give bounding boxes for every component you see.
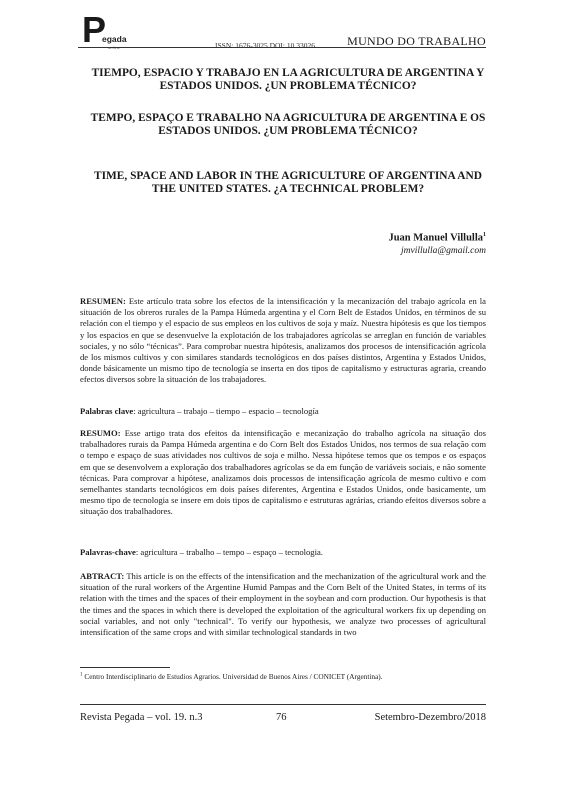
author-name: Juan Manuel Villulla (388, 232, 483, 244)
footer-date: Setembro-Dezembro/2018 (374, 712, 486, 723)
title-portuguese: TEMPO, ESPAÇO E TRABALHO NA AGRICULTURA DE ARGENTINA E OS ESTADOS UNIDOS. ¿UM PROBLEMA TÉCNICO? (90, 112, 486, 137)
footer-rule (80, 704, 486, 705)
palabras-clave (80, 406, 486, 417)
footnote-rule (80, 667, 170, 668)
author-name-line (388, 232, 486, 244)
footer-journal: Revista Pegada – vol. 19. n.3 (80, 712, 203, 723)
logo-letter: P (82, 9, 107, 50)
palabras-clave-label: Palabras clave (80, 406, 134, 416)
palabras-clave-text: : agricultura – trabajo – tiempo – espacio – tecnología (133, 406, 319, 416)
resumo-label: RESUMO: (80, 428, 121, 438)
abstract-label: ABTRACT: (80, 571, 125, 581)
footnote (80, 672, 486, 681)
footnote-text: Centro Interdisciplinario de Estudios Agrarios. Universidad de Buenos Aires / CONICET (Argentina). (82, 672, 383, 681)
resumen-text: Este artículo trata sobre los efectos de la intensificación y la mecanización del trabajo agrícola en la situación de los obreros rurales de la Pampa Húmeda argentina y el Corn Belt de Estados Unidos, en términos de su relación con el tiempo y el espacio de sus empleos en los cultivos de soja y maíz. Nuestra hipótesis es que los tiempos y los espacios en que se desenvuelve la explotación de los trabajadores agrícolas se arreglan en función de variables sociales, y no sólo “técnicas”. Para comprobar nuestra hipótesis, analizamos dos procesos de intensificación agrícola de los mismos cultivos y con similares standards tecnológicos en dos países distintos, Argentina y Estados Unidos, donde básicamente un mismo tipo de tecnología se inserta en dos tipos de capitalismo y estructuras agraria, creando efectos diversos sobre la situación de los trabajadores. (80, 296, 486, 385)
footnote-mark: 1 (80, 672, 83, 678)
header-rule (78, 47, 486, 48)
journal-section: MUNDO DO TRABALHO (347, 34, 486, 48)
palavras-chave-text: : agricultura – trabalho – tempo – espaço – tecnologia. (135, 547, 323, 557)
author-block (388, 232, 486, 256)
issn-doi: ISSN: 1676-3025 DOI: 10.33026 (215, 41, 316, 50)
abstract-paragraph (80, 571, 486, 638)
title-spanish: TIEMPO, ESPACIO Y TRABAJO EN LA AGRICULTURA DE ARGENTINA Y ESTADOS UNIDOS. ¿UN PROBLEMA TÉCNICO? (91, 67, 485, 92)
abstract-text: This article is on the effects of the intensification and the mechanization of the agricultural work and the situation of the rural workers of the Argentine Humid Pampas and the Corn Belt of the United States, in terms of its relation with the times and the spaces of their employment in the soybean and corn production. Our hypothesis is that the times and the spaces in which there is developed the exploitation of the agricultural workers fix up depending on social variables, and not only "technical". To verify our hypothesis, we analyze two processes of agricultural intensification of the same crops and with similar technological standards in two (80, 571, 486, 638)
resumo-paragraph (80, 428, 486, 518)
logo-name: egada (102, 34, 127, 44)
resumen-paragraph (80, 296, 486, 386)
palavras-chave-label: Palavras-chave (80, 547, 136, 557)
title-english: TIME, SPACE AND LABOR IN THE AGRICULTURE OF ARGENTINA AND THE UNITED STATES. ¿A TECHNICAL PROBLEM? (94, 170, 482, 195)
resumen-label: RESUMEN: (80, 296, 126, 306)
author-email: jmvillulla@gmail.com (401, 245, 486, 256)
palavras-chave (80, 547, 486, 558)
page-number: 76 (276, 712, 287, 723)
logo-subtitle: on line (108, 45, 120, 50)
author-footnote-mark: 1 (483, 232, 486, 238)
pegada-logo (78, 9, 138, 56)
resumo-text: Esse artigo trata dos efeitos da intensificação e mecanização do trabalho agrícola na situação dos trabalhadores rurais da Pampa Húmeda argentina e do Corn Belt dos Estados Unidos, nos termos de sua relação com o tempo e espaço de suas atividades nos cultivos de soja e milho. Nessa hipótese temos que os tempos e os espaços em que se desenvolvem a exploração dos trabalhadores agrícolas se da em função de variáveis sociais, e não somente técnicas. Para comprovar a hipótese, analizamos dois processos de intensificação agrícola de mesmo cultivo e com semelhantes standarts tecnológicos em dois países diferentes, Argentina e Estados Unidos, onde basicamente, um mesmo tipo de tecnologia se insere em dois tipos de capitalismo e estruturas agrárias, criando efeitos diversos sobre a situação dos trabalhadores. (80, 428, 486, 517)
